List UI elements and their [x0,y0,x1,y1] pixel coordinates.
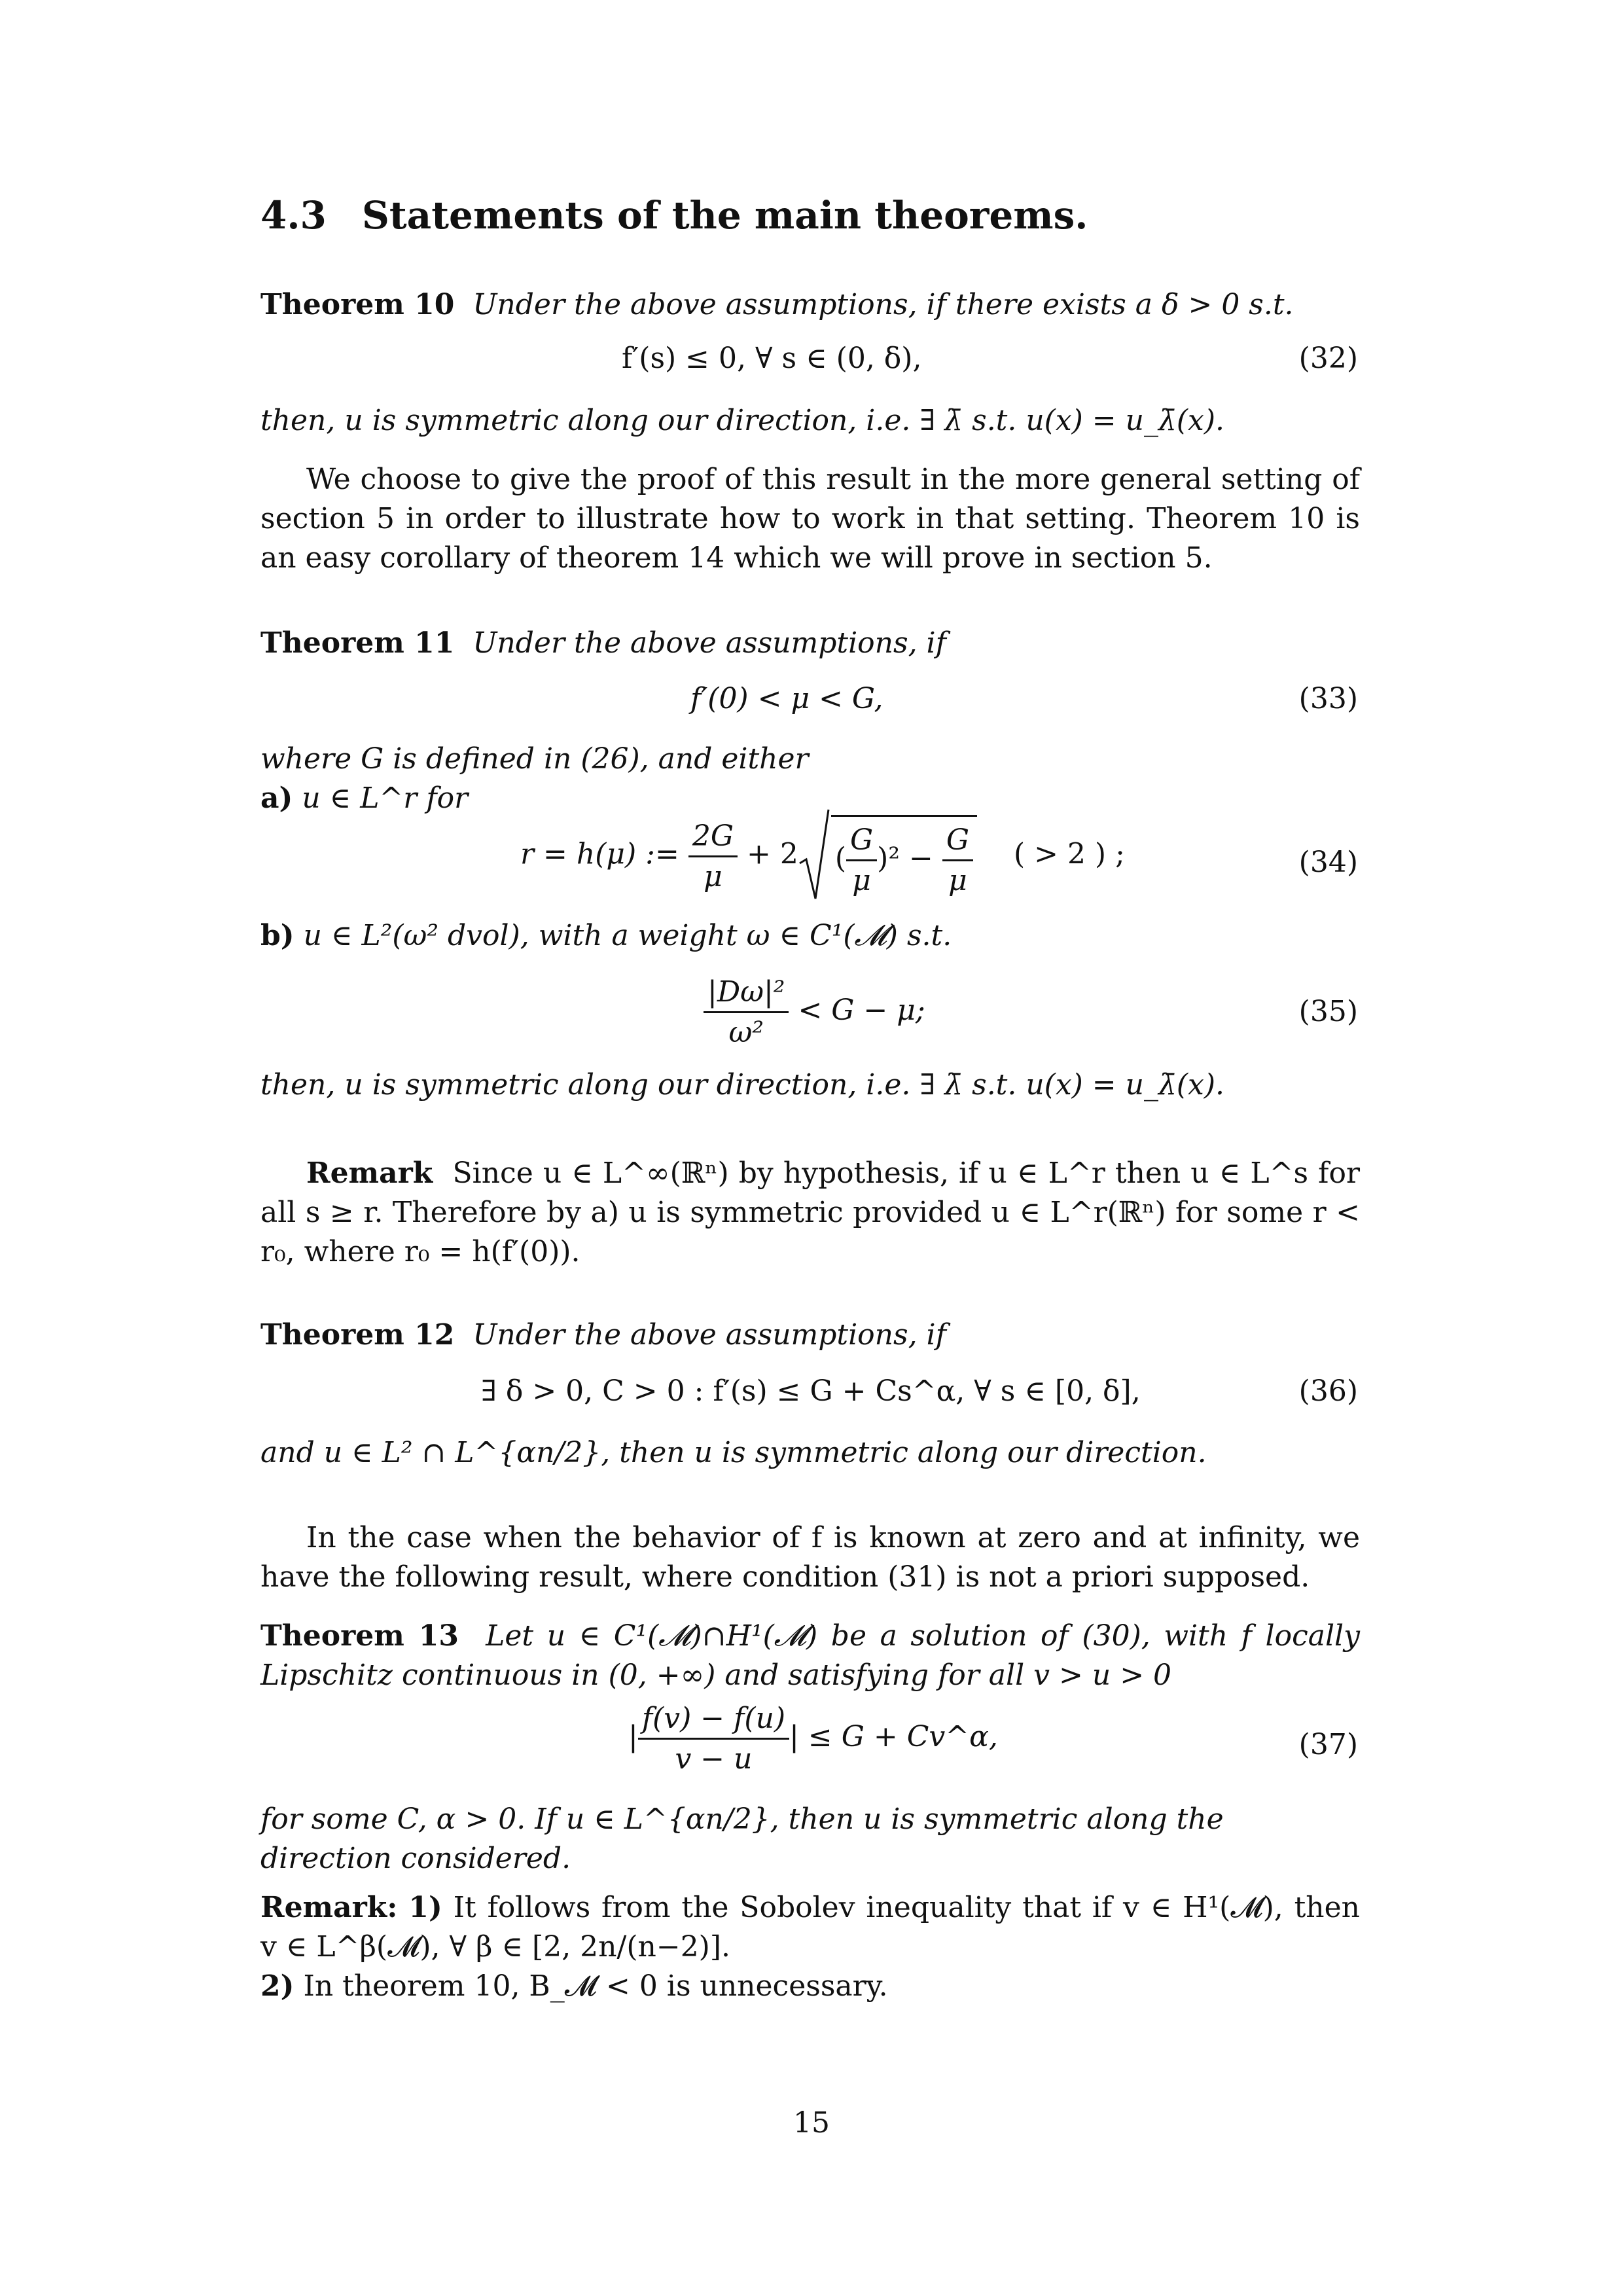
equation-number-33: (33) [1298,682,1358,715]
theorem-13-label: Theorem 13 [260,1619,459,1653]
section-title: Statements of the main theorems. [362,193,1088,238]
section-heading [260,193,1088,238]
square-root: ( $\frac{G}{\mu}$ )² − $\frac{G}{\mu}$ [798,815,977,897]
remark-2-label: Remark: [260,1891,398,1924]
equation-number-36: (36) [1298,1374,1358,1408]
equation-number-32: (32) [1298,342,1358,375]
theorem-11-condition-b: b) u ∈ L²(ω² dvol), with a weight ω ∈ C¹(𝓜) s.t. [260,919,952,952]
equation-36: ∃ δ > 0, C > 0 : f′(s) ≤ G + Cs^α, ∀ s ∈ [0, δ], [481,1374,1141,1408]
equation-37: | $\frac{f(v) - f(u)}{v - u}$ | ≤ G + Cv^α, [628,1702,998,1776]
remark-2-block: Remark: 1) It follows from the Sobolev inequality that if v ∈ H¹(𝓜), then v ∈ L^β(𝓜), ∀ β ∈ [2, 2n/(n−2)]. 2) In theorem 10, B_𝓜 < 0 is unnecessary. [260,1891,1360,2003]
equation-32: f′(s) ≤ 0, ∀ s ∈ (0, δ), [622,342,922,375]
equation-33: f′(0) < μ < G, [690,682,883,715]
theorem-11-condition-a: a) u ∈ L^r for [260,781,469,815]
theorem-10-statement: Theorem 10 Under the above assumptions, if there exists a δ > 0 s.t. [260,288,1294,321]
paragraph-proof-setting: We choose to give the proof of this result in the more general setting of section 5 in order to illustrate how to work in that setting. Theorem 10 is an easy corollary of theorem 14 which we will prove in section 5. [260,463,1360,575]
remark-label: Remark [306,1157,433,1190]
theorem-13-statement: Theorem 13 Let u ∈ C¹(𝓜)∩H¹(𝓜) be a solution of (30), with f locally Lipschitz continuous in (0, +∞) and satisfying for all v > u > 0 [260,1619,1360,1692]
equation-number-37: (37) [1298,1728,1358,1761]
section-number: 4.3 [260,193,327,238]
theorem-11-statement: Theorem 11 Under the above assumptions, if [260,626,946,660]
theorem-12-conclusion: and u ∈ L² ∩ L^{αn/2}, then u is symmetric along our direction. [260,1436,1207,1469]
equation-34: r = h(μ) := $\frac{2G}{\mu}$ + 2 ( $\frac{G}{\mu}$ )² − $\frac{G}{\mu}$ ( > 2 ) ; [520,815,1125,897]
paragraph-behavior: In the case when the behavior of f is known at zero and at infinity, we have the following result, where condition (31) is not a priori supposed. [260,1521,1360,1594]
theorem-11-label: Theorem 11 [260,626,455,660]
equation-number-35: (35) [1298,995,1358,1028]
theorem-13-conclusion: for some C, α > 0. If u ∈ L^{αn/2}, then u is symmetric along the direction considered. [260,1803,1224,1875]
equation-number-34: (34) [1298,846,1358,879]
theorem-10-label: Theorem 10 [260,288,455,321]
theorem-12-label: Theorem 12 [260,1318,455,1352]
theorem-11-conclusion: then, u is symmetric along our direction, i.e. ∃ λ̄ s.t. u(x) = u_λ̄(x). [260,1068,1225,1102]
fraction-2g-over-mu: $\frac{2G}{\mu}$ [688,819,738,893]
remark-block: Remark Since u ∈ L^∞(ℝⁿ) by hypothesis, if u ∈ L^r then u ∈ L^s for all s ≥ r. Therefore by a) u is symmetric provided u ∈ L^r(ℝⁿ) for some r < r₀, where r₀ = h(f′(0)). [260,1157,1360,1268]
theorem-12-statement: Theorem 12 Under the above assumptions, if [260,1318,946,1352]
page-number: 15 [793,2106,830,2140]
theorem-11-where: where G is defined in (26), and either [260,742,809,776]
equation-35: $\frac{\text{|Dω|²}}{\text{ω²}}$ < G − μ; [704,975,925,1049]
theorem-10-conclusion: then, u is symmetric along our direction, i.e. ∃ λ̄ s.t. u(x) = u_λ̄(x). [260,404,1225,437]
